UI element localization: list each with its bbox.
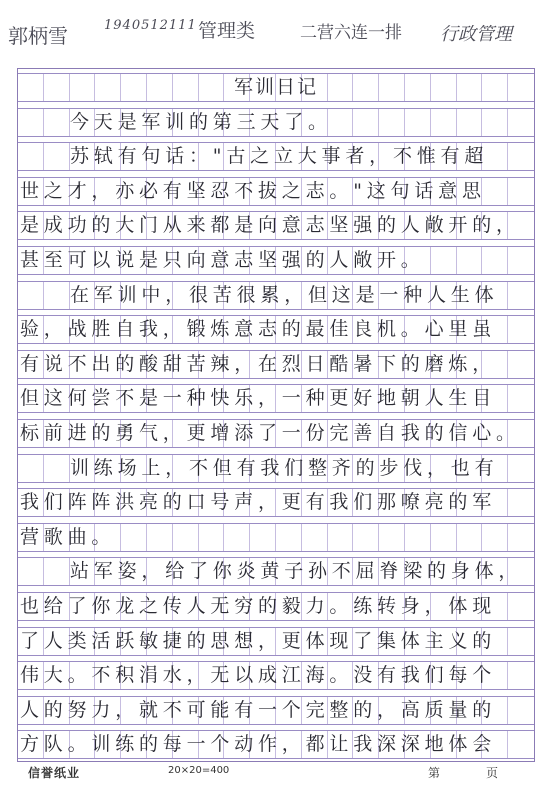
text-line: 也给了你龙之传人无穷的毅力。练转身，体现 (20, 595, 497, 617)
text-line: 标前进的勇气，更增添了一份完善自我的信心。 (20, 422, 520, 444)
text-line: 了人类活跃敏捷的思想，更体现了集体主义的 (20, 629, 497, 652)
grid-paper (17, 68, 535, 762)
student-id: 1940512111 (104, 18, 197, 33)
page-label: 第 (428, 766, 441, 780)
text-line: 训练场上，不但有我们整齐的步伐，也有 (70, 456, 499, 479)
header-handwriting (0, 0, 554, 62)
diary-title: 军训日记 (233, 76, 318, 98)
signature: 行政管理 (440, 24, 512, 45)
text-line: 营歌曲。 (20, 525, 116, 548)
class-unit: 二营六连一排 (300, 23, 402, 43)
text-line: 是成功的大门从来都是向意志坚强的人敞开的， (20, 214, 520, 237)
text-line: 世之才，亦必有坚忍不拔之志。"这句话意思 (20, 179, 486, 202)
department: 管理类 (198, 20, 256, 42)
text-line: 验，战胜自我，锻炼意志的最佳良机。心里虽 (20, 318, 497, 341)
grid-spec: 20×20=400 (168, 765, 230, 776)
text-line: 站军姿，给了你炎黄子孙不屈脊梁的身体， (70, 560, 523, 583)
text-line: 人的努力，就不可能有一个完整的，高质量的 (20, 698, 497, 721)
text-line: 苏轼有句话："古之立大事者，不惟有超 (70, 145, 489, 168)
paper-footer (0, 760, 554, 789)
text-line: 方队。训练的每一个动作，都让我深深地体会 (20, 733, 497, 756)
text-line: 但这何尝不是一种快乐，一种更好地朝人生目 (20, 387, 497, 410)
student-name: 郭柄雪 (8, 24, 68, 48)
text-line: 在军训中，很苦很累，但这是一种人生体 (70, 283, 499, 306)
text-line: 甚至可以说是只向意志坚强的人敞开。 (20, 249, 425, 271)
text-line: 今天是军训的第三天了。 (70, 110, 332, 133)
paper-brand: 信誉纸业 (28, 766, 81, 780)
page-suffix: 页 (486, 766, 499, 780)
text-line: 伟大。不积涓水，无以成江海。没有我们每个 (20, 664, 497, 687)
text-line: 我们阵阵洪亮的口号声，更有我们那嘹亮的军 (20, 491, 497, 514)
text-line: 有说不出的酸甜苦辣，在烈日酷暑下的磨炼， (20, 352, 497, 375)
